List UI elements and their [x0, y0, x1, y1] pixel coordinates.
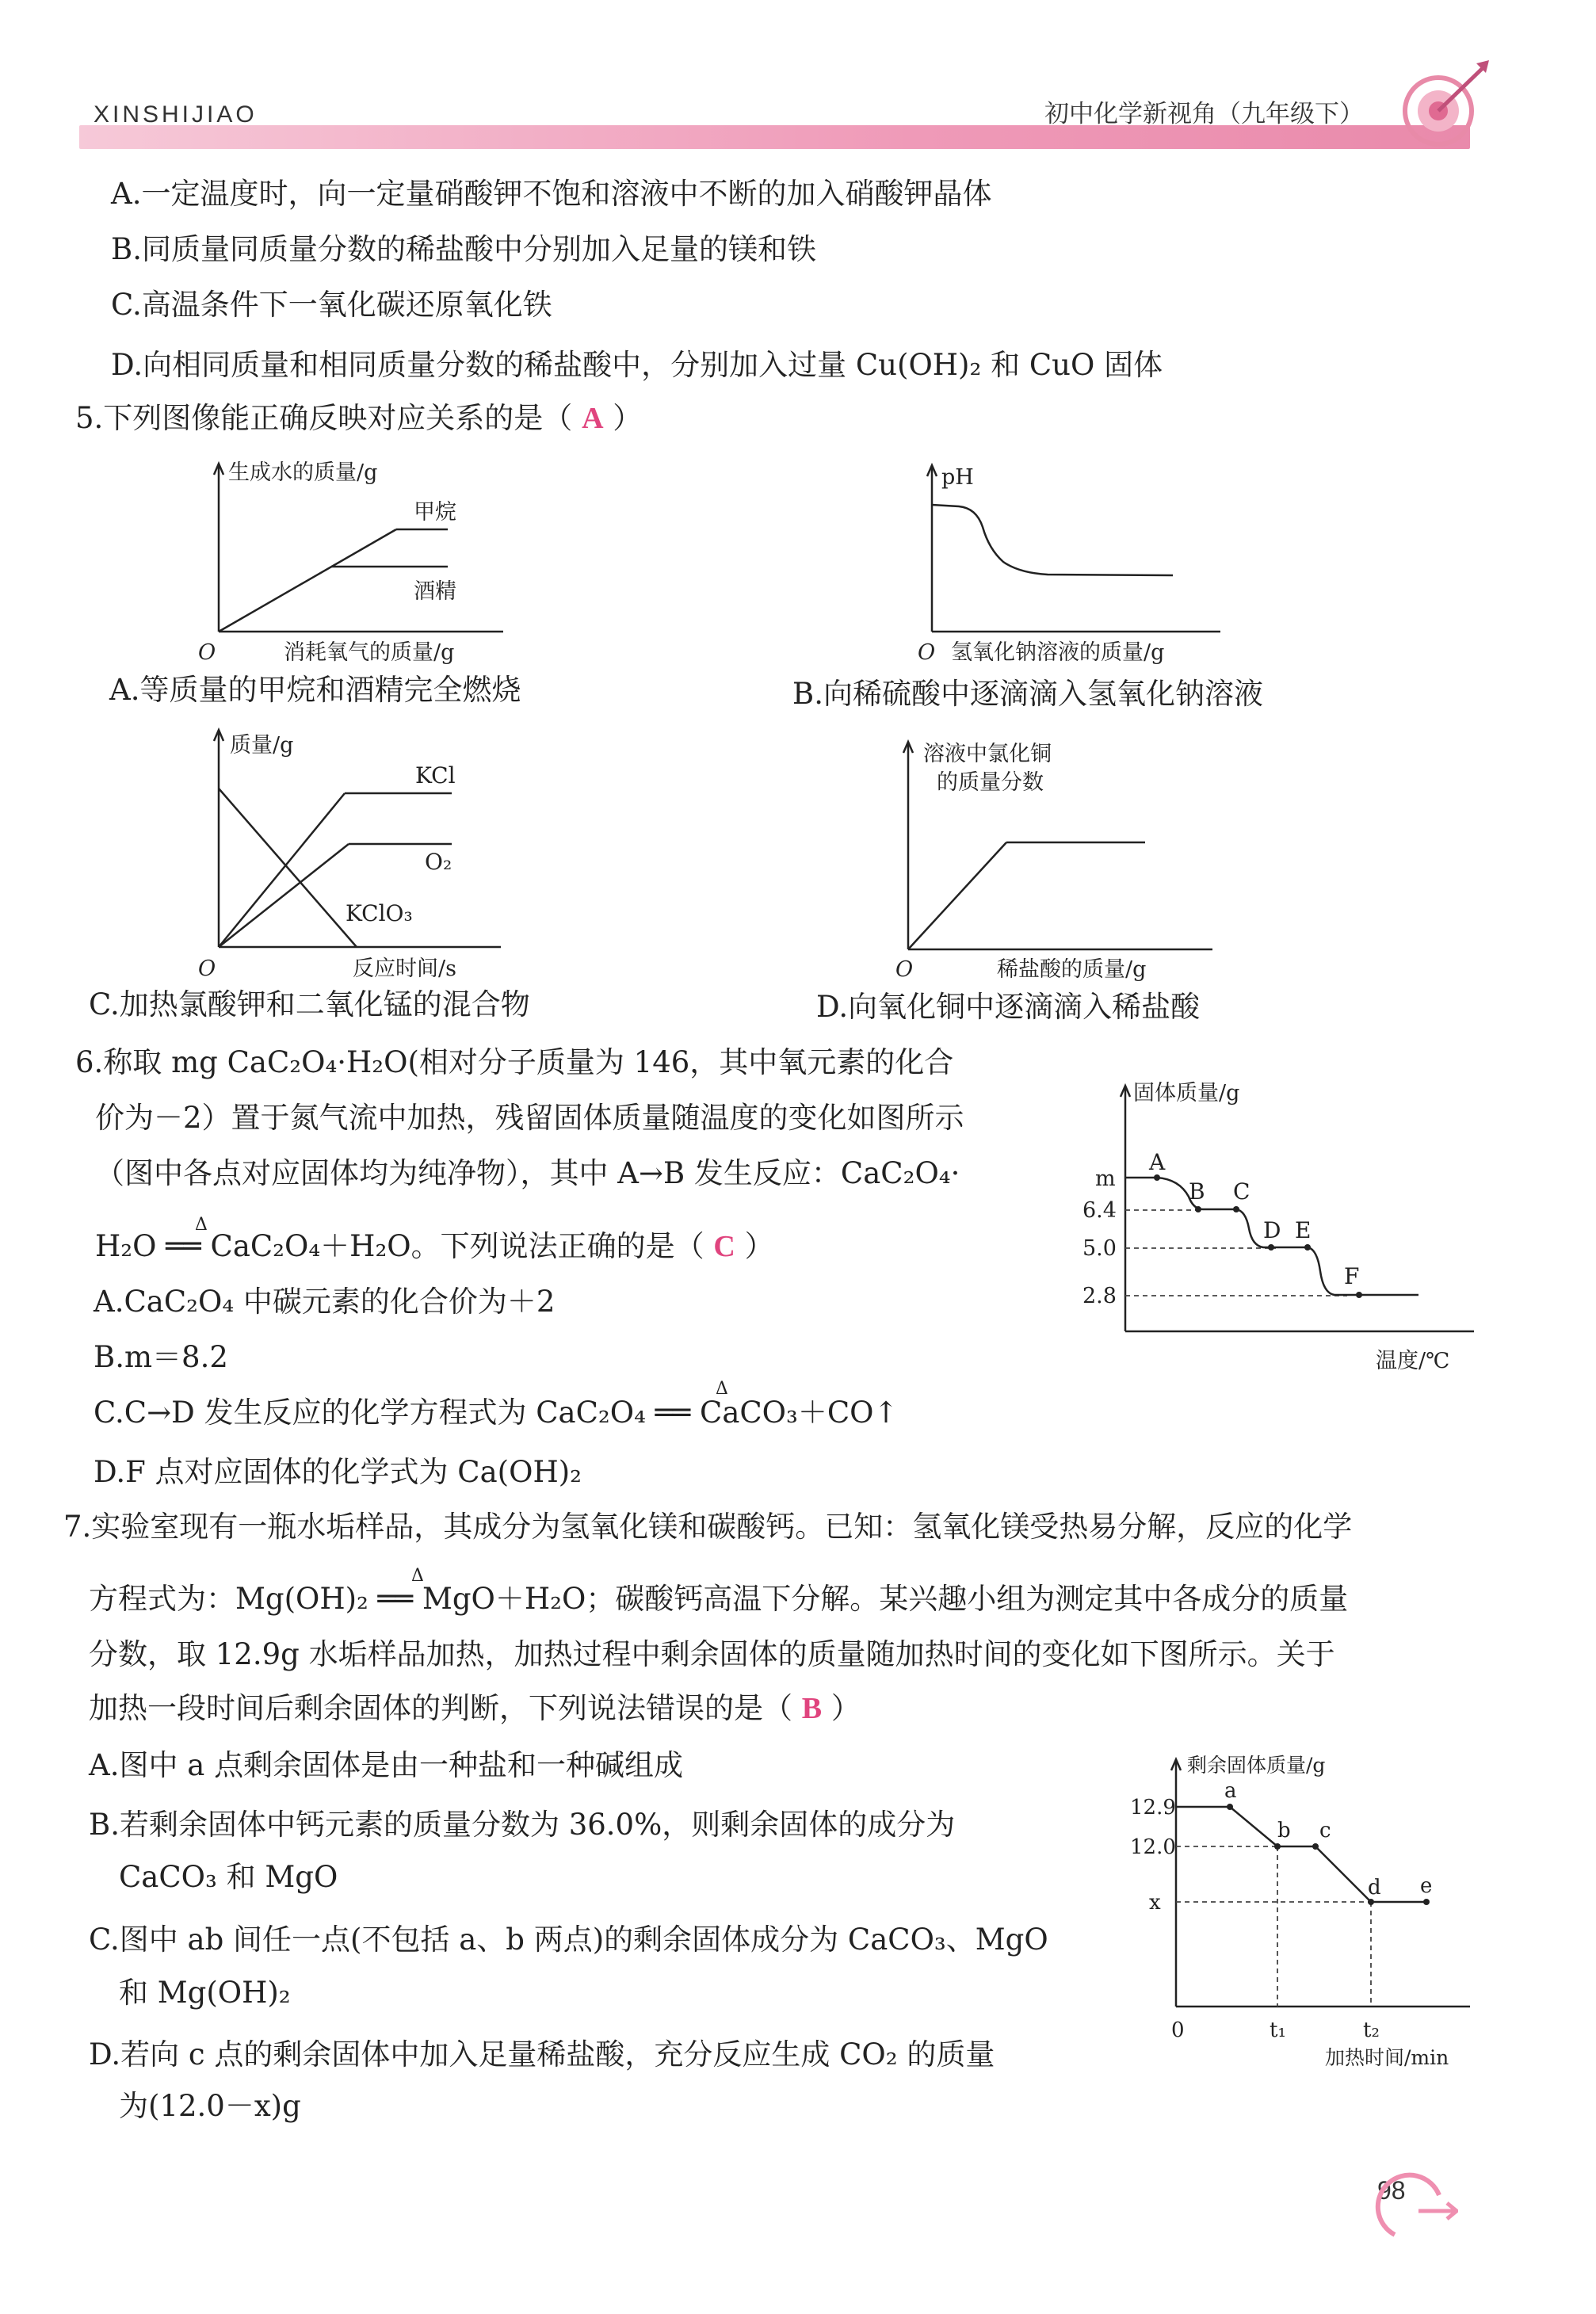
q6-point-f: [1356, 1292, 1362, 1298]
q7-option-b-cont: CaCO₃ 和 MgO: [119, 1860, 338, 1894]
q6-point-a: [1154, 1174, 1160, 1181]
q7-answer: B: [801, 1692, 823, 1725]
q6-label-e: E: [1295, 1217, 1312, 1243]
q6-option-a: A.CaC₂O₄ 中碳元素的化合价为＋2: [94, 1285, 556, 1319]
q7-point-b: [1274, 1843, 1281, 1850]
q7-point-d: [1368, 1899, 1374, 1905]
q6-label-d: D: [1263, 1217, 1281, 1243]
q5b-xlabel: 氢氧化钠溶液的质量/g: [951, 640, 1165, 665]
page-number: 98: [1377, 2176, 1406, 2205]
q6-ytick-m: m: [1095, 1167, 1116, 1191]
q7-delta: Δ: [411, 1566, 424, 1586]
q6-stem-line-4: H₂O ══ CaC₂O₄＋H₂O。下列说法正确的是（ C ）: [95, 1229, 774, 1263]
q6-point-e: [1304, 1244, 1311, 1251]
q5c-series-kclo3: KClO₃: [346, 900, 413, 926]
q4-option-c: C.高温条件下一氧化碳还原氧化铁: [111, 288, 552, 322]
q5-stem: 5.下列图像能正确反映对应关系的是（ A ）: [75, 401, 643, 435]
q6-xlabel: 温度/℃: [1376, 1349, 1450, 1373]
q5-chart-a: [190, 456, 523, 666]
q7-xtick-t1: t₁: [1270, 2018, 1286, 2042]
q6-delta-1: Δ: [195, 1215, 208, 1235]
q7-origin: 0: [1171, 2018, 1185, 2042]
q5d-xlabel: 稀盐酸的质量/g: [997, 957, 1147, 982]
q5a-xlabel: 消耗氧气的质量/g: [284, 640, 455, 665]
q6-point-d: [1268, 1244, 1274, 1251]
q5c-kcl-line: [219, 793, 345, 947]
q7-label-b: b: [1277, 1819, 1291, 1842]
q5d-ylabel-1: 溶液中氯化铜: [923, 742, 1052, 766]
q5c-o2-line: [219, 844, 349, 947]
q5a-origin: O: [198, 640, 216, 665]
q7-xlabel: 加热时间/min: [1325, 2046, 1449, 2069]
q5c-origin: O: [198, 957, 216, 979]
q6-chart: [1078, 1070, 1490, 1387]
q7-option-a: A.图中 a 点剩余固体是由一种盐和一种碱组成: [89, 1748, 684, 1782]
target-logo-icon: [1391, 55, 1494, 151]
q6-label-f: F: [1344, 1263, 1360, 1289]
q5d-rise-line: [908, 842, 1006, 949]
q5b-ph-curve: [932, 505, 1173, 575]
q7-stem-line-3: 分数，取 12.9g 水垢样品加热，加热过程中剩余固体的质量随加热时间的变化如下图所示。关于: [89, 1637, 1335, 1671]
q7-stem-line-1: 7.实验室现有一瓶水垢样品，其成分为氢氧化镁和碳酸钙。已知：氢氧化镁受热易分解，反应的化学: [63, 1510, 1353, 1544]
q5b-ylabel: pH: [941, 465, 974, 490]
q6-stem-line-1: 6.称取 mg CaC₂O₄·H₂O(相对分子质量为 146，其中氧元素的化合: [75, 1045, 954, 1079]
q6-option-b: B.m＝8.2: [94, 1340, 228, 1374]
header-title: 初中化学新视角（九年级下）: [1044, 100, 1364, 128]
q7-option-d: D.若向 c 点的剩余固体中加入足量稀盐酸，充分反应生成 CO₂ 的质量: [89, 2037, 995, 2072]
q5a-series-ethanol: 酒精: [414, 579, 456, 604]
q5c-xlabel: 反应时间/s: [353, 957, 456, 979]
q7-option-c-cont: 和 Mg(OH)₂: [119, 1976, 291, 2010]
q5-caption-a: A.等质量的甲烷和酒精完全燃烧: [109, 673, 521, 707]
q6-point-c: [1233, 1206, 1239, 1212]
q6-label-c: C: [1233, 1178, 1250, 1205]
q6-label-a: A: [1149, 1149, 1166, 1175]
q6-ytick-2: 5.0: [1082, 1236, 1117, 1261]
q7-mass-line: [1176, 1807, 1426, 1902]
q7-ytick-2: 12.0: [1130, 1835, 1176, 1859]
q6-option-c: C.C→D 发生反应的化学方程式为 CaC₂O₄ ══ CaCO₃＋CO↑: [94, 1396, 899, 1430]
q5-chart-c: [190, 717, 523, 979]
q4-option-d: D.向相同质量和相同质量分数的稀盐酸中，分别加入过量 Cu(OH)₂ 和 CuO 固体: [111, 348, 1163, 382]
q5c-series-kcl: KCl: [415, 762, 456, 789]
q5d-origin: O: [895, 957, 914, 982]
q7-option-c: C.图中 ab 间任一点(不包括 a、b 两点)的剩余固体成分为 CaCO₃、MgO: [89, 1923, 1048, 1957]
q6-label-b: B: [1189, 1178, 1205, 1205]
q5-chart-b: [903, 456, 1252, 666]
q7-ylabel: 剩余固体质量/g: [1187, 1754, 1326, 1777]
q7-option-d-cont: 为(12.0－x)g: [119, 2089, 301, 2123]
q7-label-e: e: [1420, 1874, 1433, 1898]
q5-chart-d: [880, 729, 1228, 983]
q5-caption-b: B.向稀硫酸中逐滴滴入氢氧化钠溶液: [792, 677, 1263, 711]
q5a-methane-line: [219, 529, 396, 632]
q7-label-c: c: [1319, 1819, 1331, 1842]
q6-stem-line-2: 价为－2）置于氮气流中加热，残留固体质量随温度的变化如图所示: [95, 1101, 964, 1135]
q5d-ylabel-2: 的质量分数: [937, 770, 1044, 795]
q4-option-b: B.同质量同质量分数的稀盐酸中分别加入足量的镁和铁: [111, 232, 816, 266]
q4-option-a: A.一定温度时，向一定量硝酸钾不饱和溶液中不断的加入硝酸钾晶体: [111, 177, 992, 211]
q5-caption-d: D.向氧化铜中逐滴滴入稀盐酸: [816, 990, 1201, 1024]
q7-stem-line-2: 方程式为：Mg(OH)₂ ══ MgO＋H₂O；碳酸钙高温下分解。某兴趣小组为测定其中各成分的质量: [89, 1582, 1349, 1616]
q5c-ylabel: 质量/g: [230, 733, 294, 758]
header-brand: XINSHIJIAO: [94, 101, 258, 128]
q6-ylabel: 固体质量/g: [1133, 1081, 1240, 1105]
q7-option-b: B.若剩余固体中钙元素的质量分数为 36.0%，则剩余固体的成分为: [89, 1808, 956, 1842]
q6-delta-2: Δ: [716, 1379, 728, 1399]
q7-stem-line-4: 加热一段时间后剩余固体的判断，下列说法错误的是（ B ）: [89, 1691, 861, 1725]
q6-ytick-1: 6.4: [1082, 1198, 1117, 1223]
q6-answer: C: [713, 1230, 735, 1263]
q7-label-a: a: [1224, 1779, 1237, 1803]
q7-label-d: d: [1368, 1876, 1381, 1900]
q5-caption-c: C.加热氯酸钾和二氧化锰的混合物: [89, 987, 530, 1021]
q6-option-d: D.F 点对应固体的化学式为 Ca(OH)₂: [94, 1455, 582, 1489]
q7-chart: [1109, 1743, 1490, 2076]
q5a-series-methane: 甲烷: [414, 500, 456, 525]
q7-point-c: [1312, 1843, 1319, 1850]
q6-ytick-3: 2.8: [1082, 1284, 1117, 1308]
q5-answer: A: [582, 402, 604, 435]
q7-point-a: [1227, 1804, 1233, 1810]
q6-point-b: [1195, 1206, 1201, 1212]
q5c-series-o2: O₂: [425, 849, 452, 875]
q7-ytick-1: 12.9: [1130, 1796, 1176, 1820]
q5a-ylabel: 生成水的质量/g: [228, 460, 378, 485]
q7-xtick-t2: t₂: [1363, 2018, 1380, 2042]
q7-ytick-x: x: [1149, 1891, 1161, 1915]
q5b-origin: O: [918, 640, 936, 665]
page-number-decoration-icon: [1371, 2163, 1458, 2251]
q7-point-e: [1423, 1899, 1430, 1905]
q6-stem-line-3: （图中各点对应固体均为纯净物），其中 A→B 发生反应：CaC₂O₄·: [95, 1156, 960, 1190]
